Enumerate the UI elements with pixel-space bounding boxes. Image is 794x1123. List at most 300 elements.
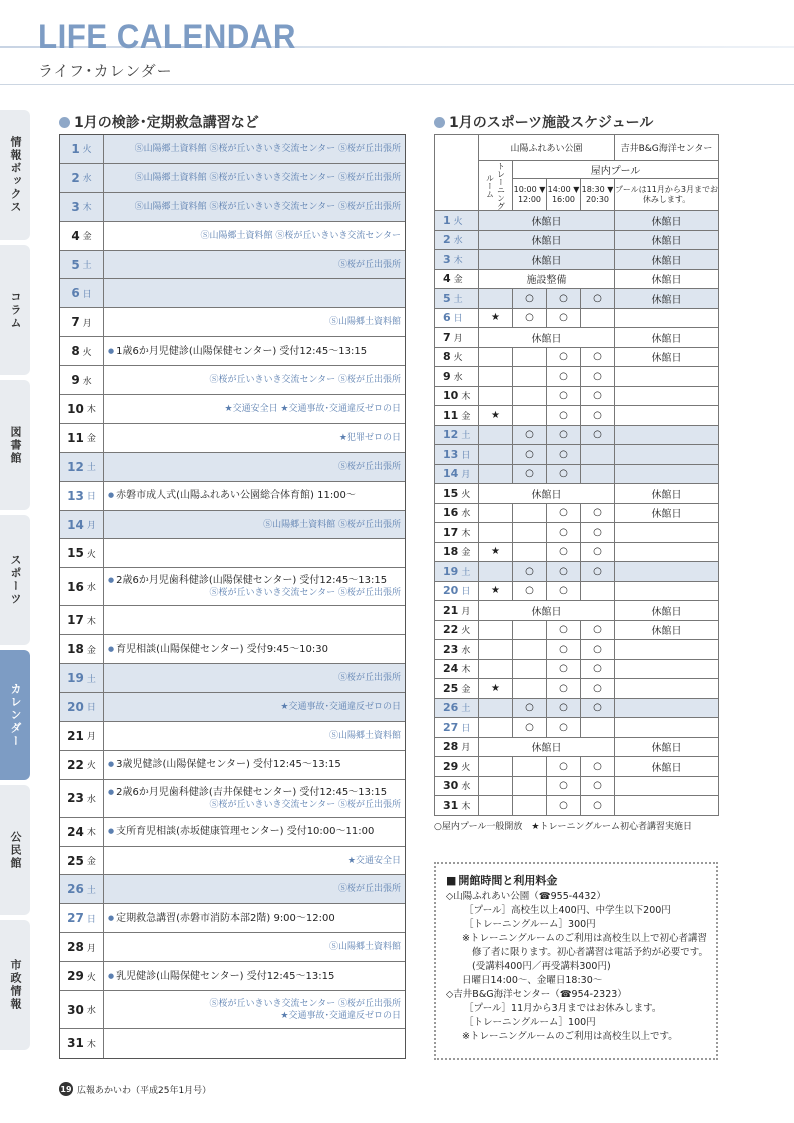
weekday: 木 — [86, 405, 96, 416]
info-line: ［プール］高校生以上400円、中学生以下200円 — [464, 905, 671, 916]
calendar-date — [60, 818, 104, 846]
pool-slot-mark: ○ — [581, 757, 615, 777]
event-item: ● 支所育児相談(赤坂健康管理センター) 受付10:00～11:00 — [108, 825, 401, 838]
calendar-date — [60, 991, 104, 1028]
weekday: 金 — [86, 645, 96, 656]
weekday: 金 — [86, 857, 96, 868]
weekday: 土 — [461, 704, 471, 715]
pool-slot-mark — [513, 406, 547, 426]
day-number: 8 — [71, 344, 80, 359]
calendar-row — [60, 568, 405, 606]
facility1-status: 休館日 — [479, 737, 615, 757]
weekday: 火 — [86, 549, 96, 560]
training-mark — [479, 464, 513, 484]
day-number: 24 — [67, 824, 84, 839]
schedule-date — [435, 601, 479, 621]
facility2-status — [615, 796, 719, 816]
calendar-row — [60, 251, 405, 280]
calendar-date — [60, 279, 104, 307]
weekday: 土 — [86, 674, 96, 685]
day-number: 12 — [67, 459, 84, 474]
schedule-date — [435, 640, 479, 660]
schedule-row — [435, 503, 719, 523]
calendar-row — [60, 693, 405, 722]
day-number: 29 — [67, 969, 84, 984]
weekday: 水 — [461, 645, 471, 656]
facility2-status — [615, 679, 719, 699]
closure-note: ★交通安全日 — [347, 855, 401, 866]
day-number: 4 — [443, 272, 451, 286]
schedule-row — [435, 367, 719, 387]
pool-slot-mark — [513, 776, 547, 796]
weekday: 日 — [86, 703, 96, 714]
schedule-row — [435, 679, 719, 699]
closure-note: Ⓢ桜が丘いきいき交流センター Ⓢ桜が丘出張所 — [209, 799, 401, 810]
event-item: ● 3歳児健診(山陽保健センター) 受付12:45～13:15 — [108, 758, 401, 771]
schedule-row — [435, 308, 719, 328]
schedule-date — [435, 289, 479, 309]
calendar-events — [104, 251, 405, 279]
calendar-events — [104, 539, 405, 567]
schedule-row — [435, 796, 719, 816]
info-line: ◇吉井B&G海洋センター（☎954-2323） — [446, 989, 627, 1000]
training-mark — [479, 523, 513, 543]
calendar-date — [60, 135, 104, 163]
pool-note: プールは11月から3月までお休みします。 — [615, 179, 719, 211]
calendar-date — [60, 933, 104, 961]
facility1-status: 休館日 — [479, 328, 615, 348]
event-item: ● 1歳6か月児健診(山陽保健センター) 受付12:45～13:15 — [108, 345, 401, 358]
facility2-status: 休館日 — [615, 289, 719, 309]
pool-slot-mark: ○ — [547, 289, 581, 309]
schedule-row — [435, 347, 719, 367]
pool-slot-mark: ○ — [547, 347, 581, 367]
schedule-row — [435, 464, 719, 484]
pool-slot-mark: ○ — [513, 562, 547, 582]
day-number: 26 — [67, 882, 84, 897]
training-mark: ★ — [479, 679, 513, 699]
weekday: 木 — [82, 203, 92, 214]
pool-slot-mark — [581, 581, 615, 601]
event-item: ● 定期救急講習(赤磐市消防本部2階) 9:00～12:00 — [108, 912, 401, 925]
side-tab-0[interactable] — [0, 110, 30, 240]
day-number: 10 — [443, 389, 459, 403]
schedule-date — [435, 581, 479, 601]
info-line: ◇山陽ふれあい公園（☎955-4432） — [446, 891, 606, 902]
weekday: 日 — [86, 914, 96, 925]
facility1-status: 休館日 — [479, 601, 615, 621]
closure-note: Ⓢ山陽郷土資料館 Ⓢ桜が丘いきいき交流センター Ⓢ桜が丘出張所 — [134, 201, 401, 212]
training-mark — [479, 562, 513, 582]
day-number: 9 — [71, 373, 80, 388]
pool-slot-mark: ○ — [547, 367, 581, 387]
schedule-date — [435, 698, 479, 718]
slot1-header: 10:00 ▼ 12:00 — [513, 179, 547, 211]
calendar-row — [60, 818, 405, 847]
training-mark — [479, 386, 513, 406]
day-number: 23 — [67, 791, 84, 806]
schedule-row — [435, 211, 719, 231]
weekday: 水 — [461, 509, 471, 520]
weekday: 火 — [461, 626, 471, 637]
schedule-row — [435, 484, 719, 504]
weekday: 土 — [86, 885, 96, 896]
facility2-status: 休館日 — [615, 230, 719, 250]
pool-slot-mark — [513, 347, 547, 367]
schedule-row — [435, 406, 719, 426]
calendar-row — [60, 395, 405, 424]
facility1-status: 休館日 — [479, 230, 615, 250]
calendar-events — [104, 904, 405, 932]
closure-note: ★交通事故･交通違反ゼロの日 — [280, 1010, 401, 1021]
weekday: 水 — [86, 794, 96, 805]
weekday: 火 — [461, 489, 471, 500]
training-mark — [479, 620, 513, 640]
facility2-status — [615, 659, 719, 679]
weekday: 日 — [461, 723, 471, 734]
day-number: 9 — [443, 369, 451, 383]
weekday: 木 — [86, 616, 96, 627]
event-item: ● 育児相談(山陽保健センター) 受付9:45～10:30 — [108, 643, 401, 656]
calendar-events — [104, 308, 405, 336]
day-number: 12 — [443, 428, 459, 442]
day-number: 31 — [443, 798, 459, 812]
calendar-events — [104, 337, 405, 365]
calendar-events — [104, 875, 405, 903]
closure-note: Ⓢ桜が丘出張所 — [337, 259, 401, 270]
schedule-row — [435, 562, 719, 582]
left-section-title: 1月の検診･定期救急講習など — [59, 112, 259, 132]
day-number: 19 — [67, 671, 84, 686]
closure-note: Ⓢ山陽郷土資料館 — [328, 942, 401, 953]
day-number: 18 — [67, 642, 84, 657]
pool-slot-mark: ○ — [581, 347, 615, 367]
info-box — [434, 862, 718, 1060]
training-mark — [479, 289, 513, 309]
weekday: 水 — [453, 236, 463, 247]
calendar-row — [60, 904, 405, 933]
info-line: ［トレーニングルーム］100円 — [464, 1017, 596, 1028]
calendar-events — [104, 751, 405, 779]
facility2-status: 休館日 — [615, 620, 719, 640]
pool-slot-mark: ○ — [547, 406, 581, 426]
day-number: 16 — [443, 506, 459, 520]
calendar-date — [60, 635, 104, 663]
facility2-status — [615, 425, 719, 445]
closure-note: Ⓢ桜が丘出張所 — [337, 461, 401, 472]
schedule-row — [435, 289, 719, 309]
training-mark — [479, 347, 513, 367]
calendar-date — [60, 962, 104, 990]
schedule-date — [435, 796, 479, 816]
pool-slot-mark: ○ — [547, 776, 581, 796]
pool-slot-mark — [513, 679, 547, 699]
calendar-row — [60, 722, 405, 751]
pool-slot-mark: ○ — [581, 542, 615, 562]
calendar-events — [104, 482, 405, 510]
closure-note: Ⓢ山陽郷土資料館 Ⓢ桜が丘いきいき交流センター Ⓢ桜が丘出張所 — [134, 143, 401, 154]
weekday: 土 — [453, 294, 463, 305]
weekday: 水 — [86, 583, 96, 594]
schedule-date — [435, 211, 479, 231]
weekday: 金 — [453, 275, 463, 286]
calendar-row — [60, 337, 405, 366]
weekday: 土 — [86, 463, 96, 474]
weekday: 月 — [82, 318, 92, 329]
weekday: 月 — [86, 732, 96, 743]
day-number: 27 — [443, 720, 459, 734]
facility2-status: 休館日 — [615, 250, 719, 270]
calendar-date — [60, 904, 104, 932]
schedule-date — [435, 776, 479, 796]
day-number: 28 — [67, 940, 84, 955]
pool-slot-mark: ○ — [581, 640, 615, 660]
calendar-row — [60, 308, 405, 337]
pool-slot-mark — [513, 757, 547, 777]
schedule-row — [435, 581, 719, 601]
closure-note: Ⓢ桜が丘いきいき交流センター Ⓢ桜が丘出張所 — [209, 998, 401, 1009]
weekday: 月 — [461, 606, 471, 617]
day-number: 13 — [443, 447, 459, 461]
calendar-row — [60, 847, 405, 876]
day-number: 20 — [443, 584, 459, 598]
closure-note: Ⓢ山陽郷土資料館 Ⓢ桜が丘出張所 — [263, 519, 401, 530]
side-tab-2[interactable] — [0, 380, 30, 510]
pool-header: 屋内プール — [513, 161, 719, 179]
day-number: 30 — [443, 779, 459, 793]
schedule-row — [435, 523, 719, 543]
schedule-date — [435, 445, 479, 465]
training-mark — [479, 445, 513, 465]
schedule-date — [435, 659, 479, 679]
schedule-date — [435, 523, 479, 543]
calendar-row — [60, 962, 405, 991]
facility2-status — [615, 308, 719, 328]
day-number: 11 — [443, 408, 459, 422]
pool-slot-mark: ○ — [547, 386, 581, 406]
calendar-events — [104, 780, 405, 817]
closure-note: Ⓢ山陽郷土資料館 — [328, 317, 401, 328]
pool-slot-mark: ○ — [547, 445, 581, 465]
facility1-status: 休館日 — [479, 484, 615, 504]
sports-legend: ○屋内プール一般開放 ★トレーニングルーム初心者講習実施日 — [434, 822, 693, 832]
training-mark — [479, 367, 513, 387]
schedule-date — [435, 425, 479, 445]
side-tab-1[interactable] — [0, 245, 30, 375]
schedule-date — [435, 230, 479, 250]
calendar-date — [60, 453, 104, 481]
calendar-date — [60, 751, 104, 779]
weekday: 土 — [82, 261, 92, 271]
corner-cell — [435, 135, 479, 211]
calendar-row — [60, 991, 405, 1029]
closure-note: ★交通事故･交通違反ゼロの日 — [280, 701, 401, 712]
pool-slot-mark: ○ — [581, 367, 615, 387]
calendar-row — [60, 453, 405, 482]
weekday: 火 — [461, 762, 471, 773]
schedule-date — [435, 464, 479, 484]
side-tab-5[interactable] — [0, 785, 30, 915]
schedule-row — [435, 718, 719, 738]
day-number: 11 — [67, 430, 84, 445]
calendar-events — [104, 606, 405, 634]
info-line: ［トレーニングルーム］300円 — [464, 919, 596, 930]
schedule-date — [435, 406, 479, 426]
calendar-date — [60, 847, 104, 875]
schedule-date — [435, 250, 479, 270]
facility2-status — [615, 562, 719, 582]
day-number: 23 — [443, 642, 459, 656]
day-number: 7 — [71, 315, 80, 330]
weekday: 火 — [86, 972, 96, 983]
facility2-status: 休館日 — [615, 484, 719, 504]
facility2-status: 休館日 — [615, 757, 719, 777]
calendar-date — [60, 395, 104, 423]
calendar-events — [104, 395, 405, 423]
weekday: 日 — [453, 314, 463, 325]
pool-slot-mark — [581, 308, 615, 328]
pool-slot-mark: ○ — [513, 718, 547, 738]
weekday: 水 — [82, 174, 92, 185]
calendar-date — [60, 1029, 104, 1058]
training-mark — [479, 757, 513, 777]
day-number: 15 — [443, 486, 459, 500]
schedule-date — [435, 347, 479, 367]
side-tab-label: 図書館 — [9, 425, 22, 465]
calendar-events — [104, 568, 405, 605]
day-number: 14 — [443, 467, 459, 481]
closure-note: ★交通安全日 ★交通事故･交通違反ゼロの日 — [224, 403, 401, 414]
calendar-row — [60, 606, 405, 635]
weekday: 水 — [461, 782, 471, 793]
facility1-header: 山陽ふれあい公園 — [479, 135, 615, 161]
schedule-date — [435, 484, 479, 504]
weekday: 金 — [461, 548, 471, 559]
day-number: 15 — [67, 546, 84, 561]
schedule-date — [435, 503, 479, 523]
event-item: ● 2歳6か月児歯科健診(山陽保健センター) 受付12:45～13:15 — [108, 574, 401, 587]
facility2-header: 吉井B&G海洋センター — [615, 135, 719, 161]
day-number: 1 — [443, 213, 451, 227]
pool-slot-mark: ○ — [547, 425, 581, 445]
calendar-row — [60, 664, 405, 693]
side-tab-3[interactable] — [0, 515, 30, 645]
page-title: LIFE CALENDAR — [38, 18, 296, 56]
calendar-events — [104, 193, 405, 221]
calendar-row — [60, 164, 405, 193]
facility2-status: 休館日 — [615, 328, 719, 348]
weekday: 土 — [461, 431, 471, 442]
pool-slot-mark — [513, 542, 547, 562]
side-tab-label: 公民館 — [9, 830, 22, 870]
pool-slot-mark: ○ — [581, 289, 615, 309]
calendar-events — [104, 991, 405, 1028]
pool-slot-mark: ○ — [581, 386, 615, 406]
closure-note: ★犯罪ゼロの日 — [338, 432, 401, 443]
weekday: 水 — [453, 372, 463, 383]
day-number: 18 — [443, 545, 459, 559]
calendar-row — [60, 366, 405, 395]
day-number: 19 — [443, 564, 459, 578]
weekday: 土 — [461, 567, 471, 578]
day-number: 5 — [71, 257, 80, 272]
day-number: 21 — [67, 728, 84, 743]
training-mark: ★ — [479, 406, 513, 426]
weekday: 木 — [461, 528, 471, 539]
weekday: 日 — [86, 492, 96, 503]
calendar-date — [60, 308, 104, 336]
header-rule-bottom — [0, 84, 794, 85]
closure-note: Ⓢ桜が丘いきいき交流センター Ⓢ桜が丘出張所 — [209, 588, 401, 599]
facility2-status — [615, 464, 719, 484]
calendar-events — [104, 424, 405, 452]
day-number: 3 — [71, 199, 80, 214]
pool-slot-mark — [513, 659, 547, 679]
weekday: 木 — [461, 392, 471, 403]
day-number: 3 — [443, 252, 451, 266]
weekday: 日 — [461, 587, 471, 598]
calendar-row — [60, 933, 405, 962]
day-number: 17 — [67, 613, 84, 628]
pool-slot-mark: ○ — [581, 406, 615, 426]
weekday: 火 — [86, 761, 96, 772]
calendar-row — [60, 539, 405, 568]
schedule-row — [435, 737, 719, 757]
schedule-row — [435, 250, 719, 270]
pool-slot-mark: ○ — [547, 620, 581, 640]
day-number: 31 — [67, 1036, 84, 1051]
pool-slot-mark: ○ — [547, 659, 581, 679]
pool-slot-mark: ○ — [547, 718, 581, 738]
weekday: 日 — [461, 450, 471, 461]
pool-slot-mark — [513, 503, 547, 523]
day-number: 14 — [67, 517, 84, 532]
schedule-date — [435, 386, 479, 406]
pool-slot-mark — [581, 718, 615, 738]
day-number: 22 — [443, 623, 459, 637]
weekday: 水 — [86, 1006, 96, 1017]
info-line: ［プール］11月から3月まではお休みします。 — [464, 1003, 662, 1014]
weekday: 木 — [453, 255, 463, 266]
training-mark: ★ — [479, 308, 513, 328]
schedule-row — [435, 230, 719, 250]
pool-slot-mark: ○ — [547, 757, 581, 777]
calendar-date — [60, 568, 104, 605]
pool-slot-mark: ○ — [581, 796, 615, 816]
schedule-row — [435, 640, 719, 660]
calendar-events — [104, 962, 405, 990]
weekday: 木 — [86, 828, 96, 839]
calendar-date — [60, 511, 104, 539]
slot3-header: 18:30 ▼ 20:30 — [581, 179, 615, 211]
schedule-date — [435, 620, 479, 640]
facility2-status — [615, 523, 719, 543]
calendar-row — [60, 635, 405, 664]
schedule-date — [435, 718, 479, 738]
calendar-row — [60, 482, 405, 511]
facility2-status — [615, 640, 719, 660]
calendar-events — [104, 222, 405, 250]
calendar-date — [60, 222, 104, 250]
pool-slot-mark: ○ — [581, 562, 615, 582]
side-tab-6[interactable] — [0, 920, 30, 1050]
pool-slot-mark: ○ — [581, 425, 615, 445]
weekday: 火 — [82, 145, 92, 156]
closure-note: Ⓢ桜が丘出張所 — [337, 673, 401, 684]
pool-slot-mark: ○ — [581, 523, 615, 543]
side-tab-4[interactable] — [0, 650, 30, 780]
pool-slot-mark: ○ — [513, 581, 547, 601]
